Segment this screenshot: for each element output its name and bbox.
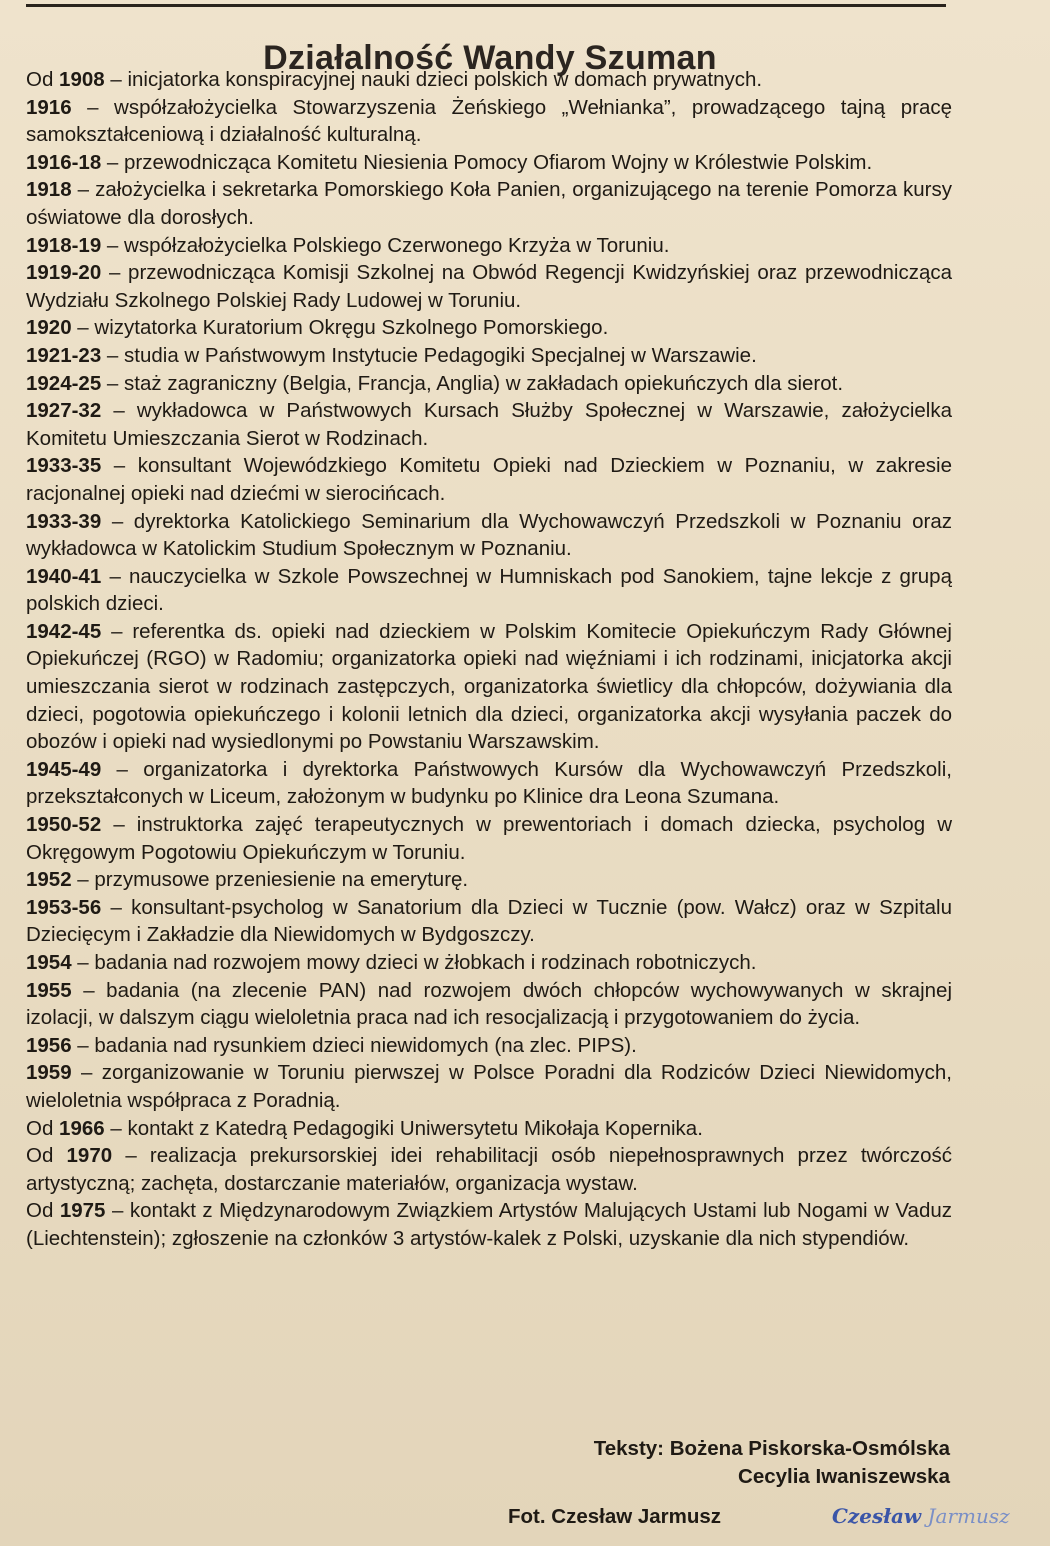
entry-year: 1954	[26, 951, 72, 974]
entry-text: – instruktorka zajęć terapeutycznych w prewentoriach i domach dziecka, psycholog w Okręgowym Pogotowiu Opiekuńczym w Toruniu.	[26, 813, 952, 864]
entry-text: – realizacja prekursorskiej idei rehabilitacji osób niepełnosprawnych przez twórczość artystyczną; zachęta, dostarczanie materiałów, organizacja wystaw.	[26, 1144, 952, 1195]
timeline-entry	[26, 949, 952, 977]
entry-prefix: Od	[26, 1144, 67, 1168]
timeline-entry	[26, 259, 952, 314]
entry-text: – dyrektorka Katolickiego Seminarium dla Wychowawczyń Przedszkoli w Poznaniu oraz wykładowca w Katolickim Studium Społecznym w Poznaniu.	[26, 509, 952, 561]
entry-year: 1916	[26, 95, 72, 119]
entry-year: 1927-32	[26, 399, 102, 423]
entry-year: 1933-39	[26, 509, 102, 533]
article-title: Działalność Wandy Szuman	[263, 38, 717, 77]
entry-year: 1940-41	[26, 564, 102, 588]
credits-texts-second: Cecylia Iwaniszewska	[738, 1465, 950, 1488]
entry-year: 1966	[59, 1116, 105, 1140]
entry-text: – wykładowca w Państwowych Kursach Służby Społecznej w Warszawie, założycielka Komitetu Umieszczania Sierot w Rodzinach.	[26, 399, 952, 450]
timeline-entry	[26, 756, 952, 811]
signature-first: Czesław	[832, 1504, 922, 1528]
timeline-entry	[26, 452, 952, 507]
timeline-entry	[26, 1197, 952, 1252]
entry-year: 1921-23	[26, 343, 102, 367]
timeline-entry	[26, 894, 952, 949]
timeline-entry	[26, 94, 952, 149]
entry-prefix: Od	[26, 1199, 60, 1223]
timeline-entry	[26, 232, 952, 260]
entry-text: – studia w Państwowym Instytucie Pedagogiki Specjalnej w Warszawie.	[101, 343, 757, 367]
entry-text: – kontakt z Katedrą Pedagogiki Uniwersytetu Mikołaja Kopernika.	[104, 1116, 703, 1140]
entry-prefix: Od	[26, 1116, 60, 1140]
entry-year: 1953-56	[26, 895, 102, 919]
entry-year: 1942-45	[26, 619, 102, 643]
timeline-list	[26, 66, 952, 1253]
entry-text: – konsultant-psycholog w Sanatorium dla Dzieci w Tucznie (pow. Wałcz) oraz w Szpitalu Dziecięcym i Zakładzie dla Niewidomych w Bydgoszczy.	[26, 895, 952, 947]
credits-texts: Teksty: Bożena Piskorska-Osmólska	[593, 1437, 950, 1460]
entry-year: 1919-20	[26, 261, 102, 285]
timeline-entry	[26, 149, 952, 177]
entry-year: 1918	[26, 178, 72, 202]
timeline-entry	[26, 508, 952, 563]
entry-text: – referentka ds. opieki nad dzieckiem w Polskim Komitecie Opiekuńczym Rady Głównej Opiekuńczej (RGO) w Radomiu; organizatorka opieki nad więźniami i ich rodzinami, inicjatorka akcji umieszczania sierot w rodzinach zastępczych, organizatorka świetlicy dla chłopców, dożywiania dla dzieci, pogotowia opiekuńczego i kolonii letnich dla dzieci, organizatorka akcji wysyłania paczek do obozów i opieki nad wysiedlonymi po Powstaniu Warszawskim.	[26, 619, 952, 754]
timeline-entry	[26, 811, 952, 866]
entry-text: – założycielka i sekretarka Pomorskiego Koła Panien, organizującego na terenie Pomorza kursy oświatowe dla dorosłych.	[26, 178, 952, 229]
timeline-entry	[26, 314, 952, 342]
entry-year: 1924-25	[26, 371, 102, 395]
timeline-entry	[26, 370, 952, 398]
signature-last: Jarmusz	[927, 1504, 1010, 1528]
credits-photo: Fot. Czesław Jarmusz	[508, 1505, 722, 1528]
entry-text: – nauczycielka w Szkole Powszechnej w Humniskach pod Sanokiem, tajne lekcje z grupą polskich dzieci.	[26, 564, 952, 616]
entry-text: – badania (na zlecenie PAN) nad rozwojem dwóch chłopców wychowywanych w skrajnej izolacji, w dalszym ciągu wieloletnia praca nad ich resocjalizacją i przygotowaniem do życia.	[26, 978, 952, 1030]
entry-year: 1933-35	[26, 454, 102, 478]
entry-year: 1908	[59, 68, 105, 91]
entry-text: – konsultant Wojewódzkiego Komitetu Opieki nad Dzieckiem w Poznaniu, w zakresie racjonalnej opieki nad dziećmi w sierocińcach.	[26, 454, 952, 505]
entry-text: – współzałożycielka Stowarzyszenia Żeńskiego „Wełnianka”, prowadzącego tajną pracę samokształceniową i działalność kulturalną.	[26, 95, 952, 147]
credits	[490, 1435, 950, 1528]
entry-year: 1955	[26, 978, 72, 1002]
timeline-entry	[26, 1059, 952, 1114]
entry-text: – staż zagraniczny (Belgia, Francja, Anglia) w zakładach opiekuńczych dla sierot.	[101, 371, 844, 395]
entry-year: 1959	[26, 1061, 72, 1085]
timeline-entry	[26, 618, 952, 756]
entry-text: – przymusowe przeniesienie na emeryturę.	[71, 868, 469, 892]
entry-year: 1945-49	[26, 757, 102, 781]
timeline-entry	[26, 1142, 952, 1197]
entry-year: 1975	[59, 1199, 106, 1223]
entry-text: – kontakt z Międzynarodowym Związkiem Artystów Malujących Ustami lub Nogami w Vaduz (Liechtenstein); zgłoszenie na członków 3 artystów-kalek z Polski, uzyskanie dla nich stypendiów.	[26, 1199, 952, 1250]
timeline-entry	[26, 66, 952, 94]
entry-text: – współzałożycielka Polskiego Czerwonego Krzyża w Toruniu.	[101, 233, 670, 257]
entry-text: – badania nad rozwojem mowy dzieci w żłobkach i rodzinach robotniczych.	[71, 951, 757, 974]
timeline-entry	[26, 1115, 952, 1143]
top-rule	[26, 4, 946, 7]
handwritten-signature	[832, 1504, 1010, 1528]
entry-year: 1920	[26, 316, 72, 340]
entry-text: – badania nad rysunkiem dzieci niewidomych (na zlec. PIPS).	[71, 1033, 637, 1057]
entry-year: 1952	[26, 868, 72, 892]
entry-year: 1970	[66, 1144, 113, 1168]
timeline-entry	[26, 397, 952, 452]
timeline-entry	[26, 342, 952, 370]
timeline-entry	[26, 1032, 952, 1060]
timeline-entry	[26, 977, 952, 1032]
entry-text: – przewodnicząca Komitetu Niesienia Pomocy Ofiarom Wojny w Królestwie Polskim.	[101, 150, 873, 174]
timeline-entry	[26, 563, 952, 618]
entry-text: – przewodnicząca Komisji Szkolnej na Obwód Regencji Kwidzyńskiej oraz przewodnicząca Wydziału Szkolnego Polskiej Rady Ludowej w Toruniu.	[26, 261, 952, 312]
entry-text: – organizatorka i dyrektorka Państwowych Kursów dla Wychowawczyń Przedszkoli, przekształconych w Liceum, założonym w budynku po Klinice dra Leona Szumana.	[26, 757, 952, 809]
entry-year: 1918-19	[26, 233, 102, 257]
entry-text: – wizytatorka Kuratorium Okręgu Szkolnego Pomorskiego.	[71, 316, 609, 340]
timeline-entry	[26, 176, 952, 231]
entry-year: 1916-18	[26, 150, 102, 174]
entry-prefix: Od	[26, 68, 60, 91]
entry-text: – zorganizowanie w Toruniu pierwszej w Polsce Poradni dla Rodziców Dzieci Niewidomych, wieloletnia współpraca z Poradnią.	[26, 1061, 952, 1112]
entry-year: 1956	[26, 1033, 72, 1057]
entry-text: – inicjatorka konspiracyjnej nauki dzieci polskich w domach prywatnych.	[104, 68, 763, 91]
entry-year: 1950-52	[26, 813, 102, 837]
timeline-entry	[26, 866, 952, 894]
